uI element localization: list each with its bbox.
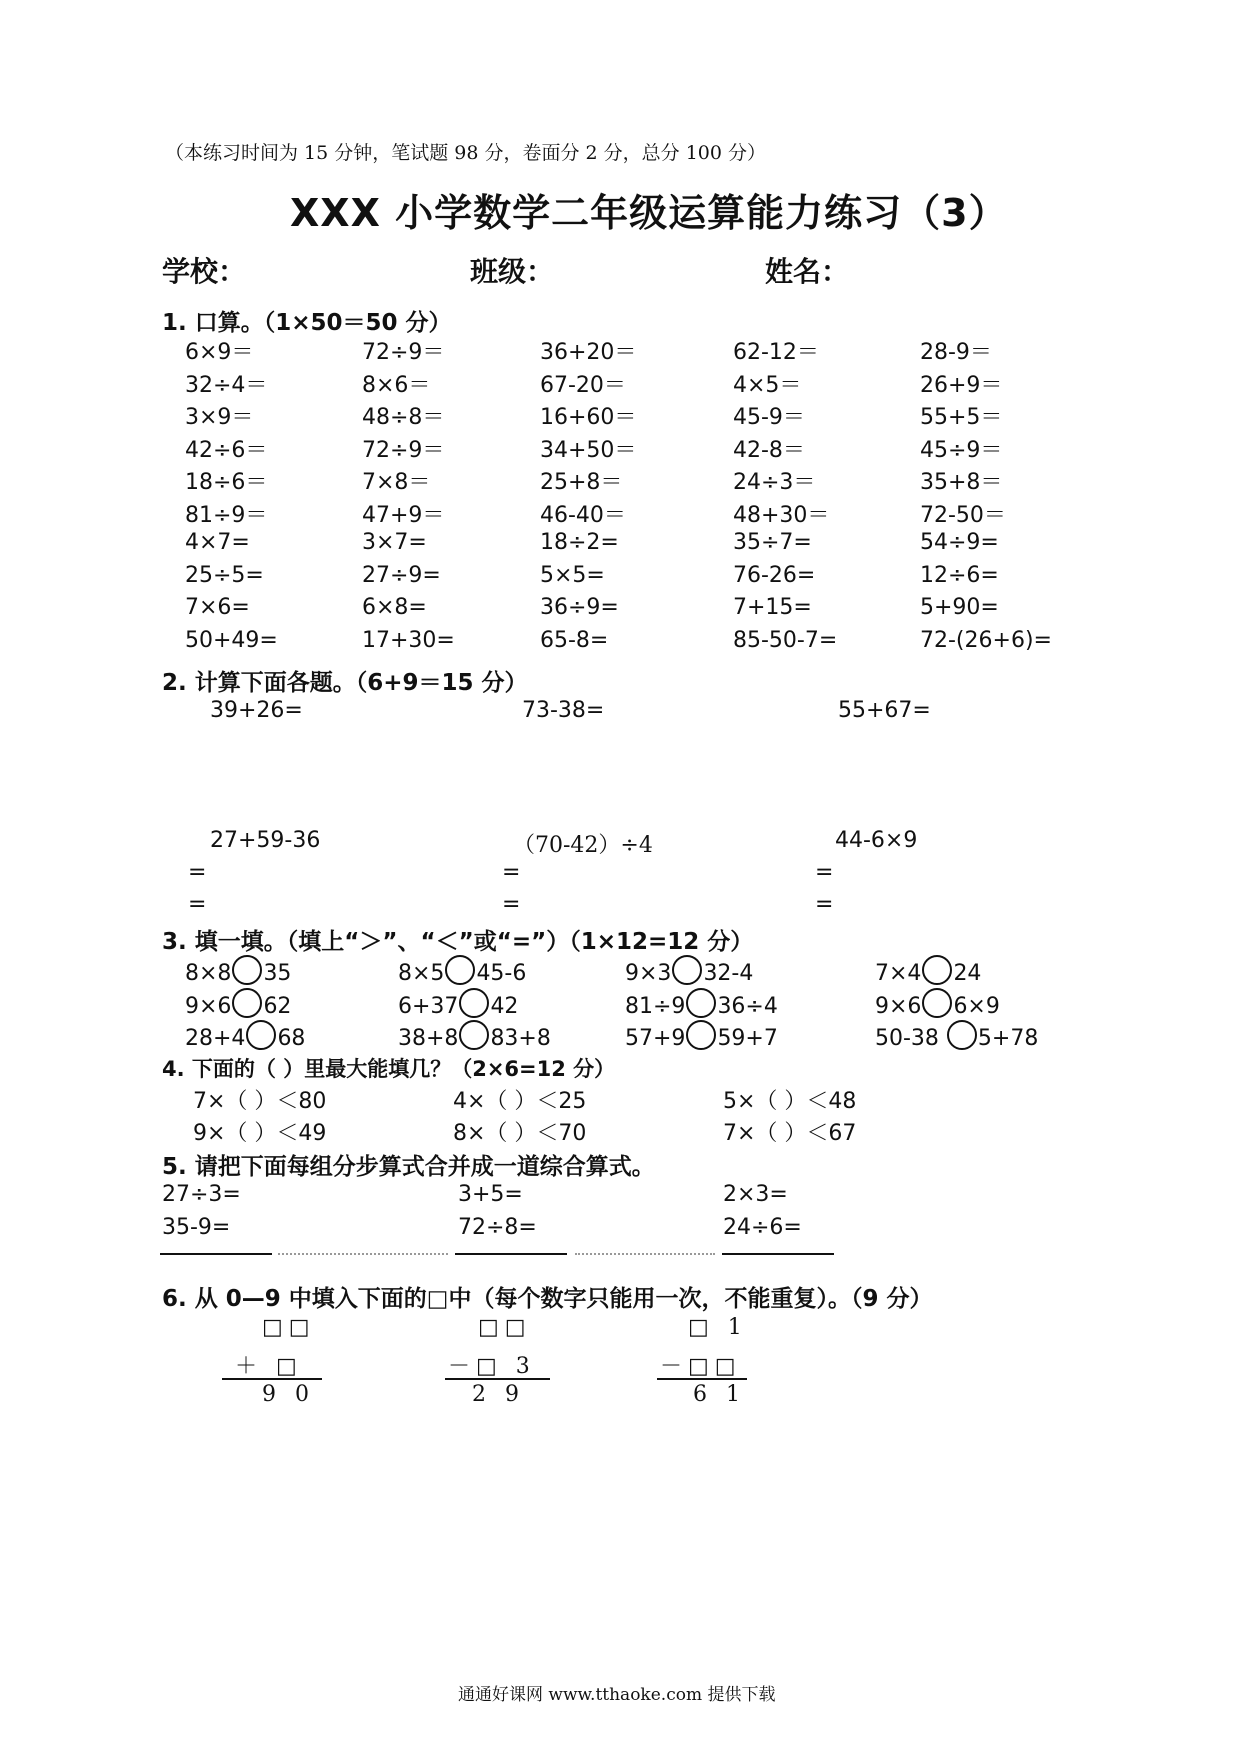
oral-calc-item: 5+90= — [920, 595, 999, 620]
section-3-title: 3. 填一填。（填上“＞”、“＜”或“=”）（1×12=12 分） — [162, 929, 754, 955]
oral-calc-item: 48+30＝ — [733, 502, 830, 528]
vertical-rule — [445, 1378, 550, 1380]
calc-problem: 39+26= — [210, 698, 303, 723]
section-6-title: 6. 从 0—9 中填入下面的□中（每个数字只能用一次，不能重复）。（9 分） — [162, 1286, 933, 1312]
compare-right: 62 — [263, 993, 292, 1019]
oral-calc-item: 16+60＝ — [540, 405, 637, 430]
answer-circle[interactable] — [922, 955, 952, 985]
school-label: 学校： — [162, 255, 247, 288]
compare-item — [875, 988, 1000, 1019]
oral-calc-item: 28-9＝ — [920, 340, 992, 365]
compare-right: 45-6 — [476, 961, 527, 986]
compare-right: 42 — [490, 993, 519, 1019]
fill-bracket-item: 9×（ ）＜49 — [193, 1121, 327, 1146]
oral-calc-item: 25÷5= — [185, 562, 264, 588]
compare-item — [625, 988, 778, 1019]
oral-calc-item: 7×6= — [185, 595, 250, 620]
answer-circle[interactable] — [232, 955, 262, 985]
section-5-title: 5. 请把下面每组分步算式合并成一道综合算式。 — [162, 1154, 655, 1180]
oral-calc-item: 18÷2= — [540, 530, 619, 555]
compare-right: 5+78 — [977, 1026, 1039, 1051]
vertical-mid: ＋ □ — [235, 1354, 303, 1379]
compare-item — [185, 955, 291, 986]
answer-circle[interactable] — [246, 1020, 276, 1050]
equals-sign: = — [188, 892, 207, 917]
oral-calc-item: 5×5= — [540, 562, 605, 588]
answer-dotted-line — [278, 1253, 448, 1255]
compare-item — [625, 955, 753, 986]
equals-sign: = — [815, 860, 834, 885]
compare-item — [398, 955, 526, 986]
vertical-result: 2 9 — [472, 1382, 525, 1407]
compare-right: 24 — [953, 961, 982, 986]
name-label: 姓名： — [765, 255, 850, 288]
oral-calc-item: 6×8= — [362, 595, 427, 620]
equals-sign: = — [502, 892, 521, 917]
oral-calc-item: 76-26= — [733, 562, 816, 588]
answer-circle[interactable] — [672, 955, 702, 985]
oral-calc-item: 67-20＝ — [540, 372, 626, 398]
oral-calc-item: 6×9＝ — [185, 340, 254, 365]
oral-calc-item: 4×7= — [185, 530, 250, 555]
compare-item — [398, 988, 518, 1019]
oral-calc-item: 26+9＝ — [920, 372, 1003, 398]
oral-calc-item: 36+20＝ — [540, 340, 637, 365]
compare-left: 6+37 — [398, 993, 459, 1019]
page-title: XXX 小学数学二年级运算能力练习（3） — [290, 191, 1008, 235]
class-label: 班级： — [470, 255, 555, 288]
oral-calc-item: 62-12＝ — [733, 340, 819, 365]
compare-left: 50-38 — [875, 1026, 946, 1051]
fill-bracket-item: 7×（ ）＜80 — [193, 1089, 327, 1114]
oral-calc-item: 47+9＝ — [362, 502, 445, 528]
oral-calc-item: 72÷9＝ — [362, 340, 445, 365]
answer-circle[interactable] — [947, 1020, 977, 1050]
oral-calc-item: 7×8＝ — [362, 470, 431, 495]
section-1-title: 1. 口算。（1×50＝50 分） — [162, 310, 452, 336]
calc-problem: 44-6×9 — [835, 828, 918, 853]
compare-item — [185, 1020, 305, 1051]
compare-item — [625, 1020, 778, 1051]
footer-text: 通通好课网 www.tthaoke.com 提供下载 — [458, 1685, 776, 1705]
oral-calc-item: 72-(26+6)= — [920, 627, 1052, 653]
oral-calc-item: 36÷9= — [540, 595, 619, 620]
compare-left: 8×5 — [398, 961, 445, 986]
answer-circle[interactable] — [232, 988, 262, 1018]
oral-calc-item: 4×5＝ — [733, 372, 802, 398]
oral-calc-item: 46-40＝ — [540, 502, 626, 528]
vertical-rule — [222, 1378, 322, 1380]
answer-line — [722, 1253, 834, 1255]
calc-problem: 27+59-36 — [210, 828, 321, 853]
oral-calc-item: 42-8＝ — [733, 437, 805, 463]
vertical-mid: －□□ — [660, 1354, 742, 1379]
calc-problem: （70-42）÷4 — [513, 833, 653, 858]
oral-calc-item: 54÷9= — [920, 530, 999, 555]
compare-item — [398, 1020, 551, 1051]
compare-left: 8×8 — [185, 961, 232, 986]
step-formula: 2×3= — [723, 1182, 788, 1207]
oral-calc-item: 35+8＝ — [920, 470, 1003, 495]
vertical-rule — [657, 1378, 747, 1380]
compare-item — [185, 988, 291, 1019]
oral-calc-item: 34+50＝ — [540, 437, 637, 463]
vertical-result: 6 1 — [693, 1382, 746, 1407]
step-formula: 27÷3= — [162, 1182, 241, 1207]
oral-calc-item: 18÷6＝ — [185, 470, 268, 495]
calc-problem: 55+67= — [838, 698, 931, 723]
compare-right: 59+7 — [717, 1026, 778, 1051]
answer-circle[interactable] — [922, 988, 952, 1018]
compare-left: 9×3 — [625, 961, 672, 986]
section-4-title: 4. 下面的（ ）里最大能填几？（2×6=12 分） — [162, 1057, 616, 1081]
compare-right: 32-4 — [703, 961, 754, 986]
oral-calc-item: 3×9＝ — [185, 405, 254, 430]
oral-calc-item: 32÷4＝ — [185, 372, 268, 398]
step-formula: 72÷8= — [458, 1215, 537, 1240]
answer-circle[interactable] — [686, 988, 716, 1018]
answer-circle[interactable] — [686, 1020, 716, 1050]
equals-sign: = — [502, 860, 521, 885]
answer-line — [160, 1253, 272, 1255]
vertical-result: 9 0 — [262, 1382, 315, 1407]
compare-left: 7×4 — [875, 961, 922, 986]
answer-dotted-line — [575, 1253, 715, 1255]
oral-calc-item: 35÷7= — [733, 530, 812, 555]
compare-left: 9×6 — [875, 993, 922, 1019]
compare-right: 83+8 — [490, 1026, 551, 1051]
answer-circle[interactable] — [459, 988, 489, 1018]
oral-calc-item: 81÷9＝ — [185, 502, 268, 528]
answer-circle[interactable] — [445, 955, 475, 985]
oral-calc-item: 55+5＝ — [920, 405, 1003, 430]
compare-item — [875, 955, 981, 986]
oral-calc-item: 42÷6＝ — [185, 437, 268, 463]
step-formula: 24÷6= — [723, 1215, 802, 1240]
oral-calc-item: 12÷6= — [920, 562, 999, 588]
oral-calc-item: 45÷9＝ — [920, 437, 1003, 463]
fill-bracket-item: 4×（ ）＜25 — [453, 1089, 587, 1114]
compare-left: 57+9 — [625, 1026, 686, 1051]
compare-right: 35 — [263, 961, 292, 986]
oral-calc-item: 7+15= — [733, 595, 812, 620]
step-formula: 35-9= — [162, 1215, 231, 1240]
vertical-mid: －□ 3 — [448, 1354, 536, 1379]
fill-bracket-item: 8×（ ）＜70 — [453, 1121, 587, 1146]
oral-calc-item: 45-9＝ — [733, 405, 805, 430]
oral-calc-item: 8×6＝ — [362, 372, 431, 398]
oral-calc-item: 25+8＝ — [540, 470, 623, 495]
compare-item — [875, 1020, 1038, 1051]
answer-line — [455, 1253, 567, 1255]
compare-left: 38+8 — [398, 1026, 459, 1051]
section-2-title: 2. 计算下面各题。（6+9＝15 分） — [162, 670, 528, 696]
oral-calc-item: 3×7= — [362, 530, 427, 555]
oral-calc-item: 65-8= — [540, 627, 609, 653]
equals-sign: = — [815, 892, 834, 917]
oral-calc-item: 27÷9= — [362, 562, 441, 588]
fill-bracket-item: 7×（ ）＜67 — [723, 1121, 857, 1146]
oral-calc-item: 17+30= — [362, 627, 455, 653]
step-formula: 3+5= — [458, 1182, 523, 1207]
fill-bracket-item: 5×（ ）＜48 — [723, 1089, 857, 1114]
compare-right: 68 — [277, 1026, 306, 1051]
oral-calc-item: 72÷9＝ — [362, 437, 445, 463]
calc-problem: 73-38= — [522, 698, 605, 723]
compare-right: 36÷4 — [717, 993, 778, 1019]
vertical-top: □□ — [262, 1315, 316, 1340]
oral-calc-item: 85-50-7= — [733, 627, 838, 653]
compare-left: 9×6 — [185, 993, 232, 1019]
oral-calc-item: 72-50＝ — [920, 502, 1006, 528]
compare-left: 81÷9 — [625, 993, 686, 1019]
oral-calc-item: 48÷8＝ — [362, 405, 445, 430]
oral-calc-item: 24÷3＝ — [733, 470, 816, 495]
compare-right: 6×9 — [953, 993, 1000, 1019]
time-note: （本练习时间为 15 分钟，笔试题 98 分，卷面分 2 分，总分 100 分） — [165, 142, 767, 164]
oral-calc-item: 50+49= — [185, 627, 278, 653]
equals-sign: = — [188, 860, 207, 885]
answer-circle[interactable] — [459, 1020, 489, 1050]
vertical-top: □□ — [478, 1315, 532, 1340]
compare-left: 28+4 — [185, 1026, 246, 1051]
vertical-top: □ 1 — [688, 1315, 748, 1340]
